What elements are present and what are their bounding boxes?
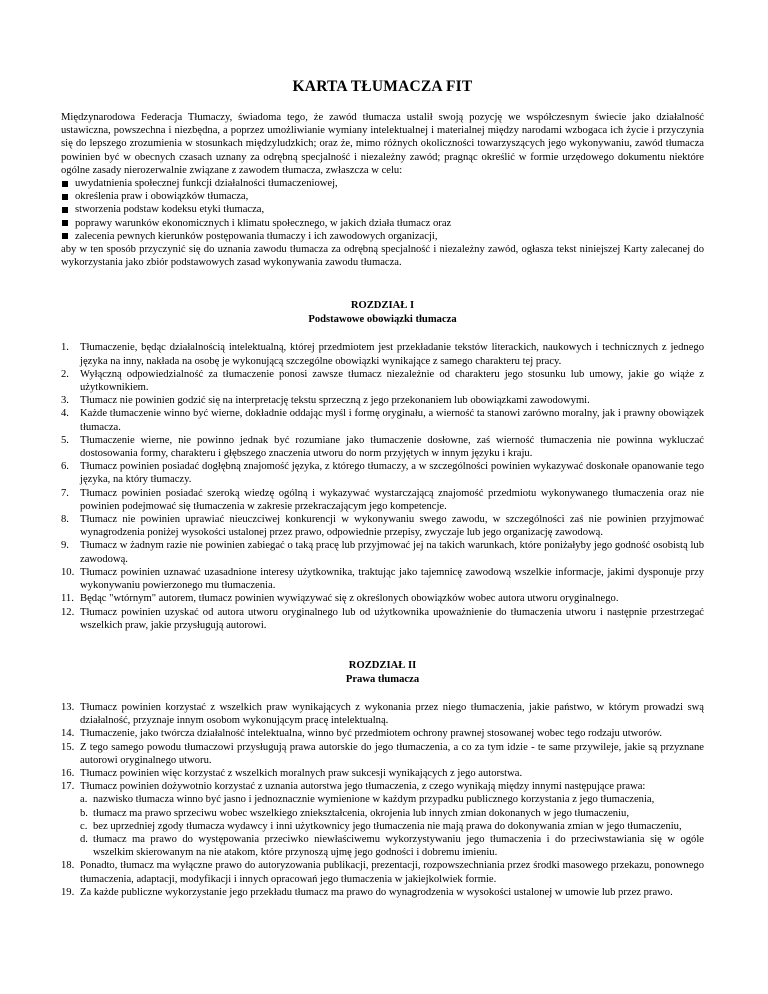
- item-text: Ponadto, tłumacz ma wyłączne prawo do autoryzowania publikacji, prezentacji, rozpowszechniania przez środki masowego przekazu, ponownego tłumaczenia, adaptacji, modyfikacji i innych opracowań jego tłumaczenia w jakiejkolwiek formie.: [80, 860, 704, 885]
- list-item: [61, 741, 704, 767]
- list-item: [61, 407, 704, 433]
- item-text: Tłumaczenie, jako twórcza działalność intelektualna, winno być przedmiotem ochrony prawnej stosowanej wobec tego rodzaju utworów.: [80, 728, 663, 740]
- item-number: 17.: [61, 781, 75, 793]
- item-number: 4.: [61, 408, 69, 420]
- chapter-1-heading: [61, 299, 704, 327]
- chapter-2-name: Prawa tłumacza: [345, 673, 420, 685]
- aim-item: uwydatnienia społecznej funkcji działalności tłumaczeniowej,: [61, 177, 704, 190]
- aim-item: poprawy warunków ekonomicznych i klimatu społecznego, w jakich działa tłumacz oraz: [61, 217, 704, 230]
- list-item: [61, 767, 704, 780]
- item-text: Tłumaczenie, będąc działalnością intelektualną, której przedmiotem jest przekładanie tekstów literackich, naukowych i technicznych z jednego języka na inny, nakłada na osobę je wykonującą szczególne obowiązki wynikające z samego charakteru tej pracy.: [80, 342, 704, 367]
- item-text: Tłumacz w żadnym razie nie powinien zabiegać o taką pracę lub przyjmować jej na takich warunkach, które poniżałyby jego godność osobistą lub zawodową.: [80, 540, 704, 565]
- item-number: 11.: [61, 593, 74, 605]
- list-item: [61, 434, 704, 460]
- list-item: [61, 341, 704, 367]
- item-number: 2.: [61, 368, 69, 380]
- sub-item-letter: b.: [80, 807, 88, 819]
- sub-list: [80, 793, 704, 859]
- aim-item: określenia praw i obowiązków tłumacza,: [61, 190, 704, 203]
- chapter-2-heading: [61, 659, 704, 687]
- list-item: [61, 727, 704, 740]
- item-text: Za każde publiczne wykorzystanie jego przekładu tłumacz ma prawo do wynagrodzenia w wysokości ustalonej w umowie lub przez prawo.: [80, 886, 673, 898]
- item-number: 16.: [61, 767, 75, 779]
- sub-item-text: nazwisko tłumacza winno być jasno i jednoznacznie wymienione w każdym przypadku publicznego korzystania z jego tłumaczenia,: [93, 794, 655, 806]
- item-text: Tłumaczenie wierne, nie powinno jednak być rozumiane jako tłumaczenie dosłowne, zaś wierność tłumaczenia nie powinna wykluczać dostosowania formy, charakteru i głębszego znaczenia utworu do norm przyjętych w innym języku i kraju.: [80, 434, 704, 460]
- list-item: [61, 368, 704, 394]
- list-item: [61, 566, 704, 592]
- list-item: [61, 701, 704, 727]
- item-number: 8.: [61, 514, 69, 526]
- item-number: 14.: [61, 728, 75, 740]
- sub-item: [80, 820, 704, 833]
- aim-item: zalecenia pewnych kierunków postępowania tłumaczy i ich zawodowych organizacji,: [61, 230, 704, 243]
- item-text: Tłumacz powinien więc korzystać z wszelkich moralnych praw sukcesji wynikających z jego autorstwa.: [80, 767, 523, 779]
- item-number: 9.: [61, 540, 69, 552]
- chapter-2-number: ROZDZIAŁ II: [348, 659, 417, 671]
- item-text: Będąc "wtórnym" autorem, tłumacz powinien wywiązywać się z określonych obowiązków wobec autora utworu oryginalnego.: [80, 593, 619, 605]
- sub-item: [80, 833, 704, 859]
- item-text: Tłumacz powinien dożywotnio korzystać z uznania autorstwa jego tłumaczenia, z czego wynikają między innymi następujące prawa:: [80, 781, 646, 793]
- list-item: [61, 606, 704, 632]
- item-text: Każde tłumaczenie winno być wierne, dokładnie oddając myśl i formę oryginału, a wierność ta stanowi zarówno moralny, jak i prawny obowiązek tłumacza.: [80, 408, 704, 433]
- chapter-1-name: Podstawowe obowiązki tłumacza: [308, 314, 457, 326]
- item-number: 1.: [61, 342, 69, 354]
- sub-item-text: bez uprzedniej zgody tłumacza wydawcy i inni użytkownicy jego tłumaczenia nie mają prawa do dokonywania zmian w jego tłumaczeniu,: [93, 820, 682, 832]
- item-text: Tłumacz powinien korzystać z wszelkich praw wynikających z wykonania przez niego tłumaczenia, jakie państwo, w którym prowadzi swą działalność, przyznaje innym osobom wykonującym pracę intelektualną.: [80, 701, 704, 727]
- sub-item-text: tłumacz ma prawo do występowania przeciwko niewłaściwemu wykorzystywaniu jego tłumaczenia i do przeciwstawiania się w ogóle wszelkim skierowanym na nie atakom, które przynoszą ujmę jego godności i dobremu imieniu.: [93, 833, 704, 859]
- item-number: 10.: [61, 566, 75, 578]
- chapter-2-list: [61, 701, 704, 899]
- item-text: Tłumacz powinien uznawać uzasadnione interesy użytkownika, traktując jako tajemnicę zawodową wszelkie informacje, jakimi dysponuje przy wykonywaniu powierzonego mu tłumaczenia.: [80, 566, 704, 592]
- list-item: [61, 460, 704, 486]
- item-number: 6.: [61, 461, 69, 473]
- item-number: 12.: [61, 606, 75, 618]
- sub-item: [80, 807, 704, 820]
- item-number: 13.: [61, 701, 75, 713]
- list-item: [61, 394, 704, 407]
- item-number: 18.: [61, 860, 75, 872]
- list-item: [61, 513, 704, 539]
- list-item: [61, 487, 704, 513]
- item-text: Tłumacz powinien uzyskać od autora utworu oryginalnego lub od użytkownika upoważnienie do tłumaczenia utworu i następnie przestrzegać wszelkich praw, jakie przysługują autorowi.: [80, 606, 704, 631]
- sub-item-letter: c.: [80, 820, 88, 832]
- aim-item: stworzenia podstaw kodeksu etyki tłumacza,: [61, 203, 704, 216]
- item-text: Tłumacz nie powinien godzić się na interpretację tekstu sprzeczną z jego przekonaniem lub obowiązkami zawodowymi.: [80, 395, 590, 407]
- sub-item: [80, 793, 704, 806]
- item-number: 7.: [61, 487, 69, 499]
- list-item: [61, 859, 704, 885]
- preamble-closing: aby w ten sposób przyczynić się do uznania zawodu tłumacza za odrębną specjalność i niezależny zawód, ogłasza tekst niniejszej Karty zalecanej do wykorzystania jako zbiór podstawowych zasad wykonywania zawodu tłumacza.: [61, 244, 704, 269]
- item-text: Tłumacz powinien posiadać szeroką wiedzę ogólną i wykazywać wystarczającą znajomość przedmiotu wykonywanego tłumaczenia oraz nie powinien podejmować się tłumaczenia w zakresie przekraczającym jego kompetencje.: [80, 487, 704, 512]
- item-text: Wyłączną odpowiedzialność za tłumaczenie ponosi zawsze tłumacz niezależnie od charakteru jego stosunku lub umowy, jakie go wiąże z użytkownikiem.: [80, 368, 704, 394]
- item-text: Tłumacz powinien posiadać dogłębną znajomość języka, z którego tłumaczy, a w szczególności powinien wykazywać doskonałe opanowanie tego języka, na który tłumaczy.: [80, 461, 704, 486]
- list-item: [61, 780, 704, 859]
- preamble-paragraph: Międzynarodowa Federacja Tłumaczy, świadoma tego, że zawód tłumacza ustalił swoją pozycję we współczesnym świecie jako działalność ustawiczna, powszechna i niezbędna, a poprzez umożliwianie wymiany intelektualnej i materialnej między narodami wzbogaca ich życie i przyczynia się do lepszego zrozumienia w stosunkach międzyludzkich; oraz że, mimo różnych okoliczności towarzyszących jego wykonywaniu, zawód tłumacza powinien być w obecnych czasach uznany za odrębną specjalność i niezależny zawód; pragnąc określić w formie urzędowego dokumentu niektóre ogólne zasady nierozerwalnie związane z zawodem tłumacza, zwłaszcza w celu:: [61, 112, 704, 176]
- sub-item-letter: d.: [80, 833, 88, 845]
- chapter-1-list: [61, 341, 704, 631]
- item-text: Z tego samego powodu tłumaczowi przysługują prawa autorskie do jego tłumaczenia, a co za tym idzie - te same przywileje, jakie są przyznane autorowi oryginalnego utworu.: [80, 741, 704, 766]
- item-number: 5.: [61, 434, 69, 446]
- document-title: KARTA TŁUMACZA FIT: [292, 78, 473, 95]
- list-item: [61, 886, 704, 899]
- item-number: 3.: [61, 395, 69, 407]
- chapter-1-number: ROZDZIAŁ I: [350, 300, 415, 312]
- list-item: [61, 539, 704, 565]
- aims-list: [61, 177, 704, 243]
- item-text: Tłumacz nie powinien uprawiać nieuczciwej konkurencji w wykonywaniu swego zawodu, w szczególności zaś nie powinien przyjmować wynagrodzenia poniżej wysokości ustalonej przez prawo, odpowiednie przepisy, zwyczaje lub jego organizację zawodową.: [80, 514, 704, 539]
- item-number: 19.: [61, 886, 75, 898]
- sub-item-letter: a.: [80, 794, 88, 806]
- list-item: [61, 592, 704, 605]
- item-number: 15.: [61, 741, 75, 753]
- sub-item-text: tłumacz ma prawo sprzeciwu wobec wszelkiego zniekształcenia, okrojenia lub innych zmian dokonanych w jego tłumaczeniu,: [93, 807, 629, 819]
